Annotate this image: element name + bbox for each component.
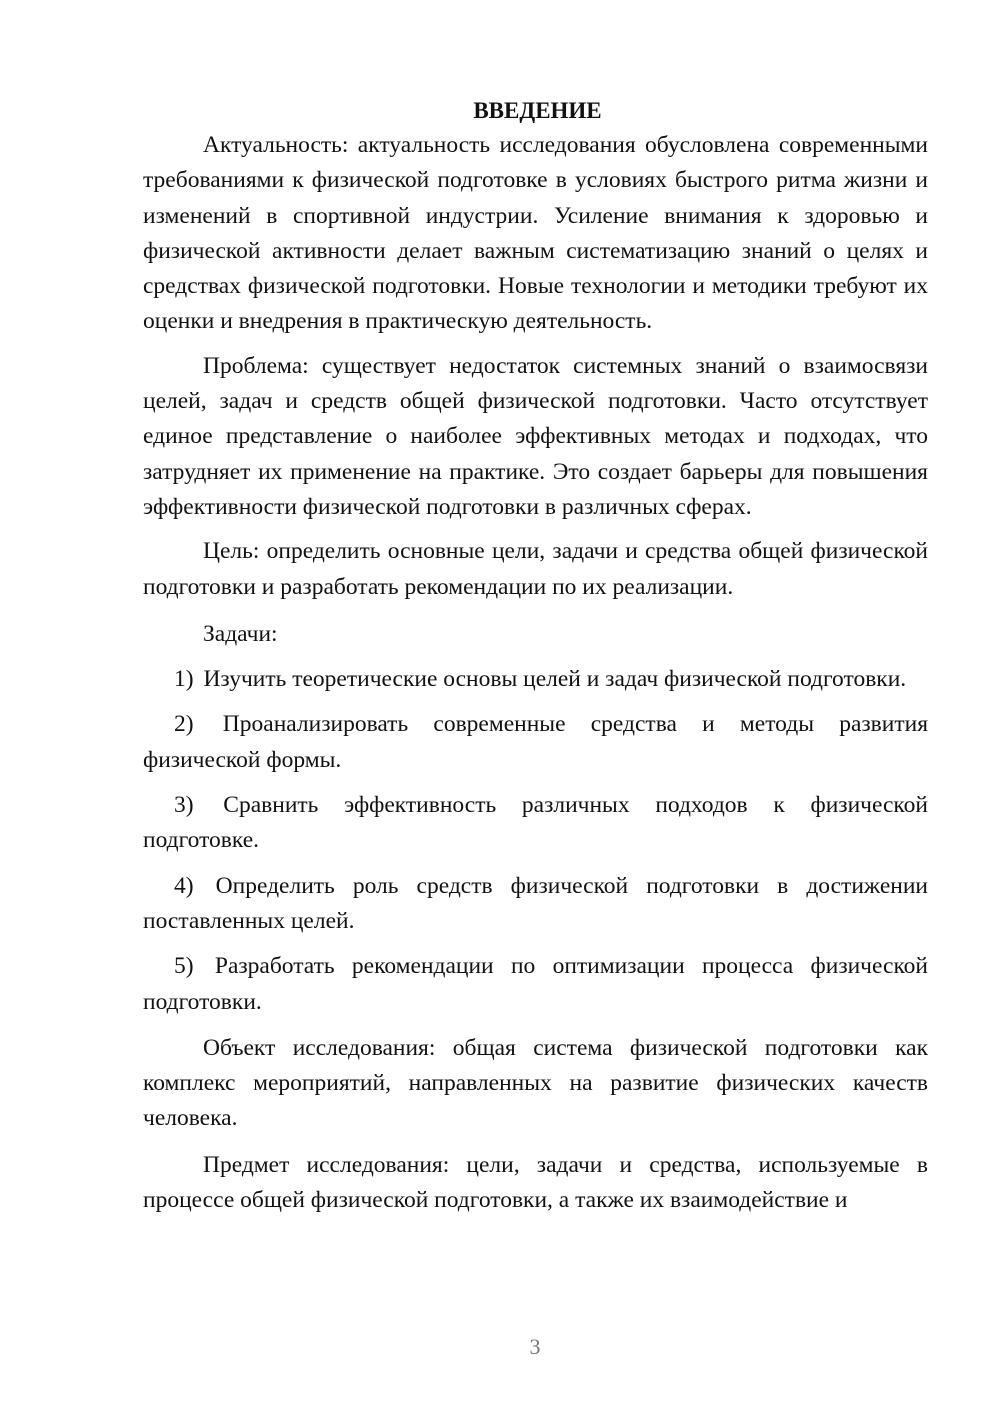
tasks-label: Задачи: bbox=[203, 620, 278, 647]
task-text: Проанализировать современные средства и методы развития физической формы. bbox=[143, 711, 929, 773]
goal-paragraph: Цель: определить основные цели, задачи и средства общей физической подготовки и разработать рекомендации по их реализации. bbox=[143, 538, 928, 600]
task-item bbox=[143, 869, 928, 940]
task-number: 4) bbox=[174, 872, 194, 899]
task-number: 3) bbox=[174, 792, 194, 819]
task-item bbox=[143, 788, 928, 859]
relevance-paragraph: Актуальность: актуальность исследования обусловлена современными требованиями к физической подготовке в условиях быстрого ритма жизни и изменений в спортивной индустрии. Усиление внимания к здоровью и физической активности делает важным систематизацию знаний о целях и средствах физической подготовки. Новые технологии и методики требуют их оценки и внедрения в практическую деятельность. bbox=[143, 132, 928, 335]
task-item bbox=[143, 707, 928, 778]
task-number: 2) bbox=[174, 711, 194, 738]
problem-paragraph: Проблема: существует недостаток системных знаний о взаимосвязи целей, задач и средств общей физической подготовки. Часто отсутствует единое представление о наиболее эффективных методах и подходах, что затрудняет их применение на практике. Это создает барьеры для повышения эффективности физической подготовки в различных сферах. bbox=[143, 352, 928, 520]
task-text: Изучить теоретические основы целей и задач физической подготовки. bbox=[203, 666, 907, 693]
task-number: 1) bbox=[174, 666, 194, 693]
task-item bbox=[143, 949, 928, 1020]
object-paragraph: Объект исследования: общая система физической подготовки как комплекс мероприятий, направленных на развитие физических качеств человека. bbox=[143, 1034, 928, 1132]
subject-paragraph: Предмет исследования: цели, задачи и средства, используемые в процессе общей физической подготовки, а также их взаимодействие и bbox=[143, 1151, 928, 1214]
task-text: Определить роль средств физической подготовки в достижении поставленных целей. bbox=[143, 872, 928, 934]
page-number: 3 bbox=[529, 1334, 541, 1359]
page-heading: ВВЕДЕНИЕ bbox=[473, 98, 602, 123]
task-item bbox=[143, 662, 928, 697]
page-content bbox=[143, 94, 928, 1218]
task-text: Сравнить эффективность различных подходов к физической подготовке. bbox=[143, 792, 928, 854]
task-text: Разработать рекомендации по оптимизации процесса физической подготовки. bbox=[143, 953, 928, 1015]
task-number: 5) bbox=[174, 953, 194, 980]
